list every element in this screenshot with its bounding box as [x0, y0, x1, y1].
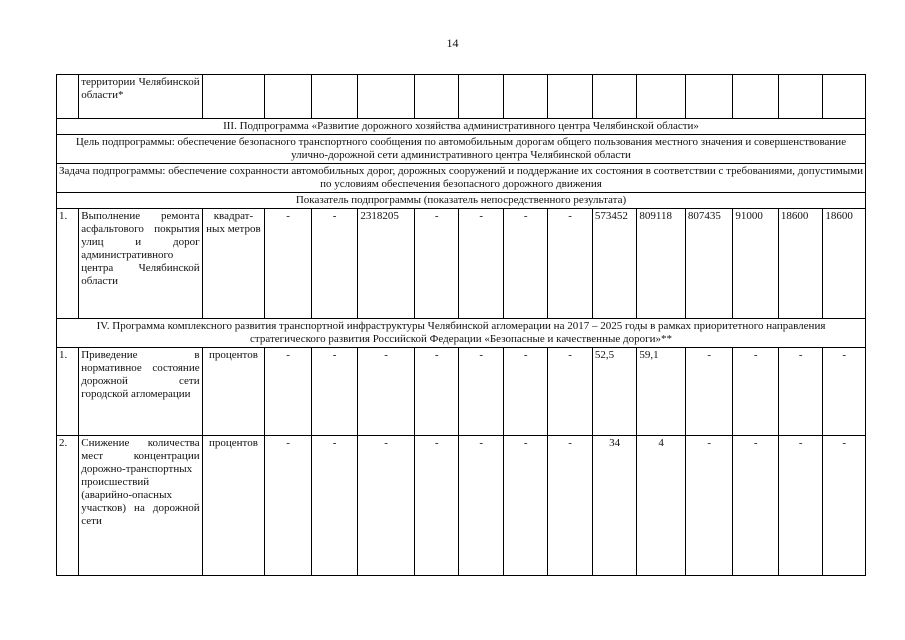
value-cell: - — [733, 348, 779, 436]
indicator-name-cell: Выполнение ремонта асфальтового покрытия улиц и дорог административного центра Челябинской области — [79, 209, 202, 319]
indicator-name-cell: Снижение количества мест концентрации дорожно-транспортных происшествий (аварийно-опасных участков) на дорожной сети — [79, 436, 202, 576]
value-cell: - — [823, 348, 866, 436]
section4-rows — [57, 348, 866, 576]
table-row — [57, 75, 866, 119]
value-cell: - — [548, 209, 592, 319]
value-cell: 807435 — [685, 209, 733, 319]
value-cell: - — [459, 209, 503, 319]
value-cell: 4 — [637, 436, 686, 576]
value-cell: - — [265, 348, 312, 436]
indicator-header: Показатель подпрограммы (показатель непосредственного результата) — [57, 193, 866, 209]
value-cell: - — [265, 209, 312, 319]
section-title: III. Подпрограмма «Развитие дорожного хозяйства административного центра Челябинской области» — [57, 119, 866, 135]
row-number-cell: 2. — [57, 436, 79, 576]
value-cell: - — [685, 348, 733, 436]
value-cell: - — [823, 436, 866, 576]
value-cell: 573452 — [592, 209, 636, 319]
section-task-row — [57, 164, 866, 193]
unit-cell: процентов — [202, 436, 265, 576]
unit-cell: квадрат-ных метров — [202, 209, 265, 319]
value-cell: 91000 — [733, 209, 779, 319]
table-row — [57, 348, 866, 436]
value-cell: - — [414, 348, 458, 436]
value-cell: - — [685, 436, 733, 576]
value-cell: 34 — [592, 436, 636, 576]
value-cell: - — [503, 348, 547, 436]
section3-rows — [57, 209, 866, 319]
value-cell: - — [503, 436, 547, 576]
section-goal-row — [57, 135, 866, 164]
value-cell: - — [358, 348, 415, 436]
value-cell: - — [459, 348, 503, 436]
row-number-cell — [57, 75, 79, 119]
value-cell: 18600 — [823, 209, 866, 319]
value-cell: - — [548, 348, 592, 436]
value-cell: - — [358, 436, 415, 576]
value-cell: - — [414, 436, 458, 576]
table-row — [57, 436, 866, 576]
value-cell: 809118 — [637, 209, 686, 319]
unit-cell: процентов — [202, 348, 265, 436]
value-cell: - — [311, 209, 358, 319]
value-cell: 18600 — [778, 209, 822, 319]
value-cell: - — [778, 348, 822, 436]
indicator-name-cell: территории Челябинской области* — [79, 75, 202, 119]
section-title-row — [57, 319, 866, 348]
value-cell: - — [414, 209, 458, 319]
page-number: 14 — [446, 36, 459, 50]
value-cell: 52,5 — [592, 348, 636, 436]
value-cell: - — [548, 436, 592, 576]
table-row — [57, 209, 866, 319]
indicators-table — [56, 74, 866, 576]
value-cell: - — [265, 436, 312, 576]
section-title: IV. Программа комплексного развития транспортной инфраструктуры Челябинской агломерации на 2017 – 2025 годы в рамках приоритетного направления стратегического развития Российской Федерации «Безопасные и качественные дороги»** — [57, 319, 866, 348]
value-cell: - — [733, 436, 779, 576]
value-cell: 2318205 — [358, 209, 415, 319]
value-cell: - — [311, 348, 358, 436]
section-title-row — [57, 119, 866, 135]
row-number-cell: 1. — [57, 348, 79, 436]
subprogram-goal: Цель подпрограммы: обеспечение безопасного транспортного сообщения по автомобильным дорогам общего пользования местного значения и совершенствование улично-дорожной сети административного центра Челябинской области — [57, 135, 866, 164]
value-cell: 59,1 — [637, 348, 686, 436]
value-cell: - — [778, 436, 822, 576]
value-cell: - — [459, 436, 503, 576]
value-cell: - — [311, 436, 358, 576]
subprogram-task: Задача подпрограммы: обеспечение сохранности автомобильных дорог, дорожных сооружений и поддержание их состояния в соответствии с требованиями, допустимыми по условиям обеспечения безопасного дорожного движения — [57, 164, 866, 193]
value-cell: - — [503, 209, 547, 319]
indicator-name-cell: Приведение в нормативное состояние дорожной сети городской агломерации — [79, 348, 202, 436]
row-number-cell: 1. — [57, 209, 79, 319]
indicator-header-row — [57, 193, 866, 209]
